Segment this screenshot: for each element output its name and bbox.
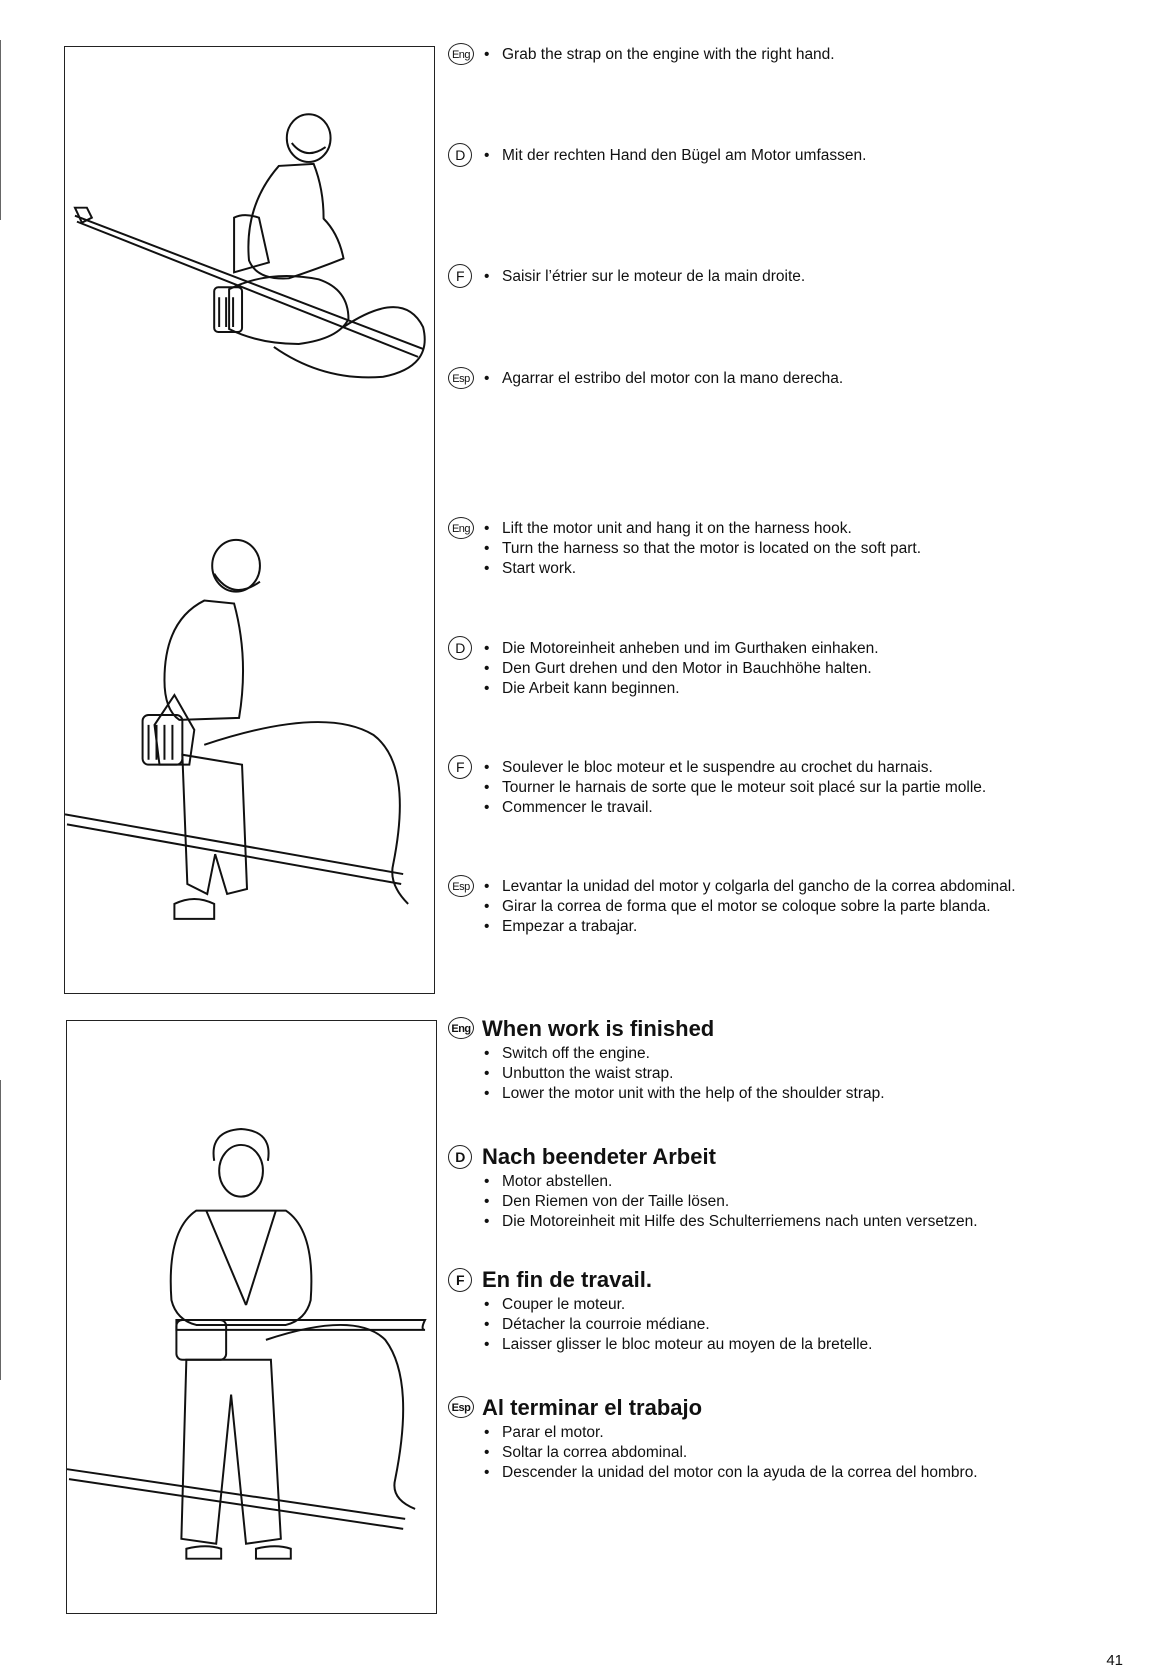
instruction-item: • Agarrar el estribo del motor con la mano derecha.: [502, 369, 1128, 389]
instruction-item: • Grab the strap on the engine with the right hand.: [502, 45, 1128, 65]
lang-badge-d: D: [448, 636, 472, 660]
instruction-item: • Détacher la courroie médiane.: [502, 1315, 1128, 1335]
worker-illustration-bottom: [67, 1021, 436, 1613]
instruction-item: • Girar la correa de forma que el motor se coloque sobre la parte blanda.: [502, 897, 1128, 917]
instruction-item: • Saisir l’étrier sur le moteur de la main droite.: [502, 267, 1128, 287]
edge-line: [0, 1080, 1, 1380]
lang-block-esp: [448, 369, 1128, 389]
instruction-item: • Soltar la correa abdominal.: [502, 1443, 1128, 1463]
lang-badge-eng: Eng: [448, 517, 474, 539]
instruction-item: • Switch off the engine.: [502, 1044, 1128, 1064]
instruction-item: • Descender la unidad del motor con la ayuda de la correa del hombro.: [502, 1463, 1128, 1483]
section-heading: When work is finished: [482, 1016, 715, 1041]
lang-block-esp: [448, 877, 1128, 937]
instruction-item: • Laisser glisser le bloc moteur au moyen de la bretelle.: [502, 1335, 1128, 1355]
lang-badge-esp: Esp: [448, 367, 474, 389]
lang-badge-esp: Esp: [448, 1396, 474, 1418]
lang-badge-f: F: [448, 755, 472, 779]
lang-block-f: [448, 758, 1128, 818]
instruction-item: • Couper le moteur.: [502, 1295, 1128, 1315]
section-heading: Al terminar el trabajo: [482, 1395, 703, 1420]
instruction-item: • Die Arbeit kann beginnen.: [502, 679, 1128, 699]
lang-block-d: [448, 1144, 1128, 1232]
page-number: 41: [1106, 1652, 1123, 1669]
section-heading: En fin de travail.: [482, 1267, 652, 1292]
instruction-item: • Den Riemen von der Taille lösen.: [502, 1192, 1128, 1212]
instruction-item: • Commencer le travail.: [502, 798, 1128, 818]
lang-block-f: [448, 267, 1128, 287]
lang-badge-esp: Esp: [448, 875, 474, 897]
instruction-item: • Lift the motor unit and hang it on the harness hook.: [502, 519, 1128, 539]
instruction-item: • Motor abstellen.: [502, 1172, 1128, 1192]
instruction-item: • Den Gurt drehen und den Motor in Bauchhöhe halten.: [502, 659, 1128, 679]
instruction-item: • Parar el motor.: [502, 1423, 1128, 1443]
lang-badge-f: F: [448, 1268, 472, 1292]
lang-badge-d: D: [448, 143, 472, 167]
instruction-item: • Soulever le bloc moteur et le suspendre au crochet du harnais.: [502, 758, 1128, 778]
instruction-item: • Unbutton the waist strap.: [502, 1064, 1128, 1084]
lang-block-d: [448, 146, 1128, 166]
instruction-item: • Mit der rechten Hand den Bügel am Motor umfassen.: [502, 146, 1128, 166]
worker-illustration-top: [65, 47, 434, 993]
instruction-item: • Die Motoreinheit anheben und im Gurthaken einhaken.: [502, 639, 1128, 659]
instruction-item: • Levantar la unidad del motor y colgarla del gancho de la correa abdominal.: [502, 877, 1128, 897]
lang-badge-eng: Eng: [448, 43, 474, 65]
lang-badge-f: F: [448, 264, 472, 288]
instruction-item: • Lower the motor unit with the help of the shoulder strap.: [502, 1084, 1128, 1104]
lang-badge-eng: Eng: [448, 1017, 474, 1039]
lang-block-eng: [448, 45, 1128, 65]
lang-block-d: [448, 639, 1128, 699]
instruction-item: • Die Motoreinheit mit Hilfe des Schulterriemens nach unten versetzen.: [502, 1212, 1128, 1232]
lang-badge-d: D: [448, 1145, 472, 1169]
illustration-panel-top: [64, 46, 435, 994]
instruction-item: • Tourner le harnais de sorte que le moteur soit placé sur la partie molle.: [502, 778, 1128, 798]
illustration-panel-bottom: [66, 1020, 437, 1614]
lang-block-eng: [448, 1016, 1128, 1104]
lang-block-f: [448, 1267, 1128, 1355]
instruction-item: • Empezar a trabajar.: [502, 917, 1128, 937]
lang-block-eng: [448, 519, 1128, 579]
edge-line: [0, 40, 1, 220]
instruction-item: • Start work.: [502, 559, 1128, 579]
instruction-item: • Turn the harness so that the motor is located on the soft part.: [502, 539, 1128, 559]
section-heading: Nach beendeter Arbeit: [482, 1144, 716, 1169]
lang-block-esp: [448, 1395, 1128, 1483]
